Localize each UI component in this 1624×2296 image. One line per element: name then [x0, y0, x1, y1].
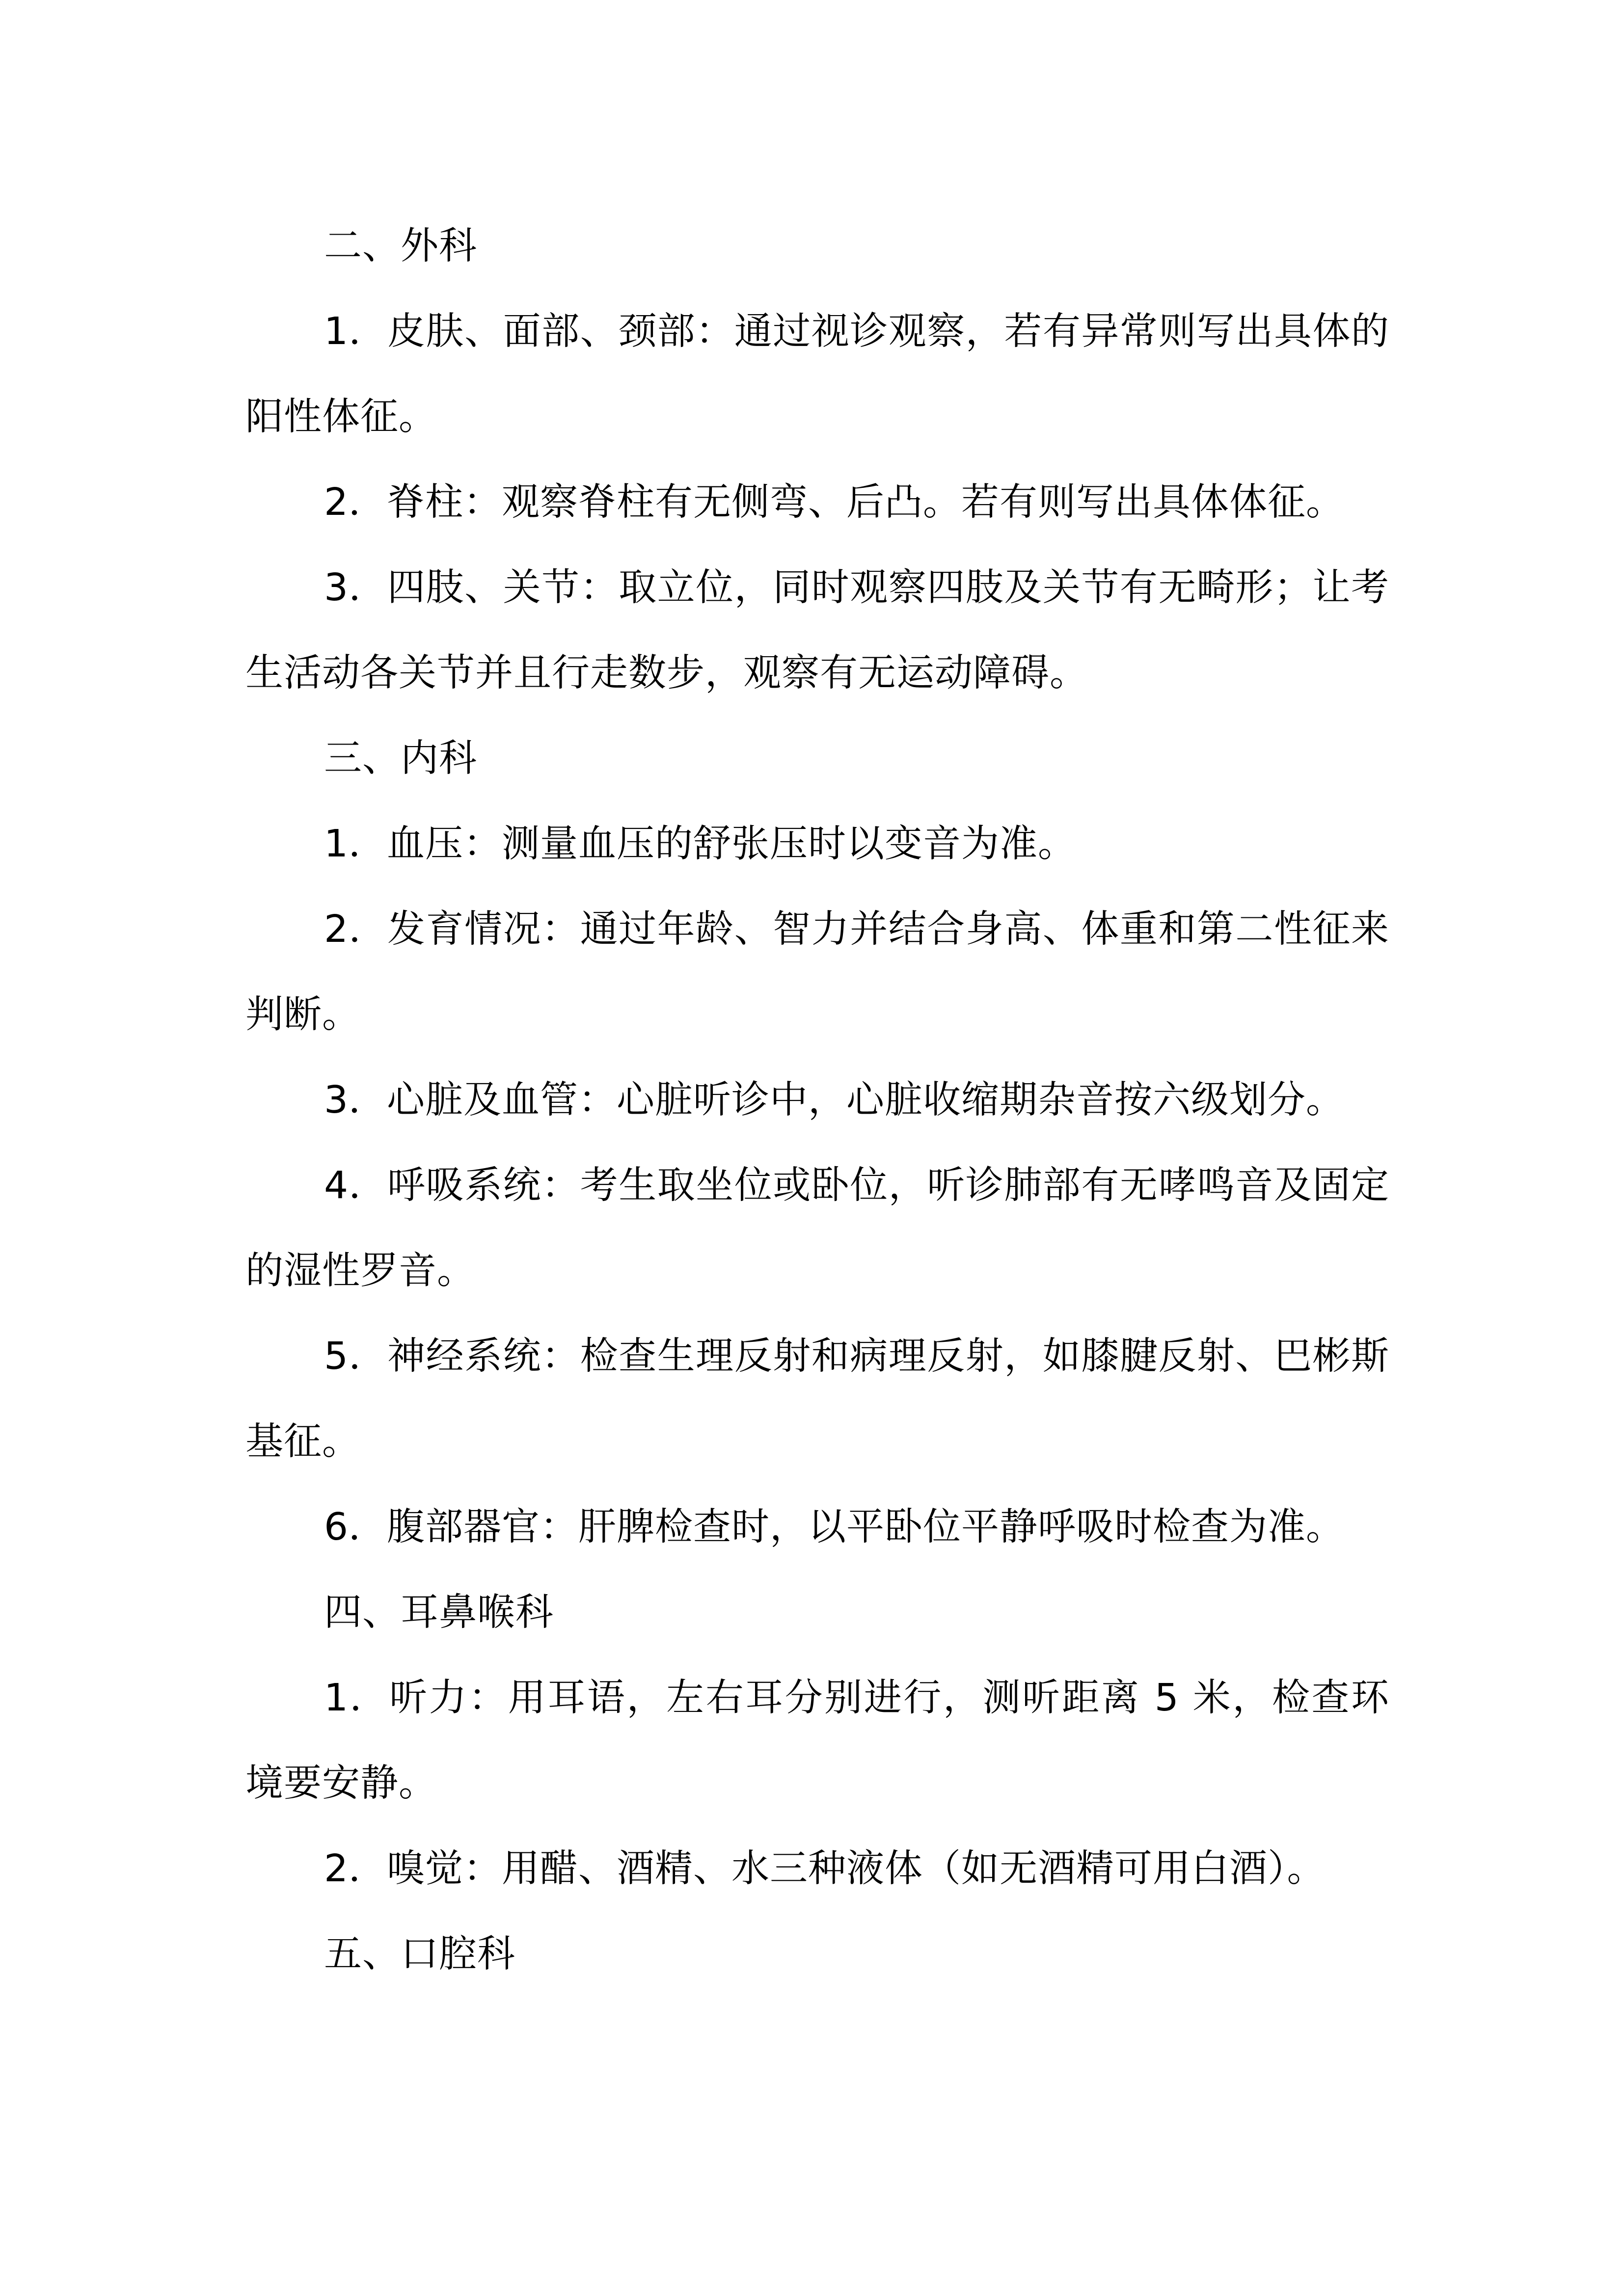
section-heading-dental: 五、口腔科 — [324, 1932, 515, 1976]
document-body — [245, 204, 1389, 1997]
surgery-item-spine: 2．脊柱：观察脊柱有无侧弯、后凸。若有则写出具体体征。 — [324, 481, 1344, 524]
section-heading-internal: 三、内科 — [324, 737, 477, 780]
section-heading-surgery: 二、外科 — [324, 224, 477, 268]
surgery-item-limbs: 3．四肢、关节：取立位，同时观察四肢及关节有无畸形；让考生活动各关节并且行走数步，观察有无运动障碍。 — [245, 566, 1389, 695]
internal-item-nervous: 5．神经系统：检查生理反射和病理反射，如膝腱反射、巴彬斯基征。 — [245, 1335, 1389, 1464]
internal-item-development: 2．发育情况：通过年龄、智力并结合身高、体重和第二性征来判断。 — [245, 908, 1389, 1037]
internal-item-heart: 3．心脏及血管：心脏听诊中，心脏收缩期杂音按六级划分。 — [324, 1078, 1344, 1122]
ent-item-hearing: 1．听力：用耳语，左右耳分别进行，测听距离 5 米，检查环境要安静。 — [245, 1676, 1389, 1805]
internal-item-abdomen: 6．腹部器官：肝脾检查时，以平卧位平静呼吸时检查为准。 — [324, 1505, 1344, 1549]
internal-item-respiratory: 4．呼吸系统：考生取坐位或卧位，听诊肺部有无哮鸣音及固定的湿性罗音。 — [245, 1164, 1389, 1293]
surgery-item-skin: 1．皮肤、面部、颈部：通过视诊观察，若有异常则写出具体的阳性体征。 — [245, 310, 1389, 439]
section-heading-ent: 四、耳鼻喉科 — [324, 1591, 554, 1634]
ent-item-smell: 2．嗅觉：用醋、酒精、水三种液体（如无酒精可用白酒）。 — [324, 1847, 1326, 1891]
internal-item-blood-pressure: 1．血压：测量血压的舒张压时以变音为准。 — [324, 822, 1076, 866]
